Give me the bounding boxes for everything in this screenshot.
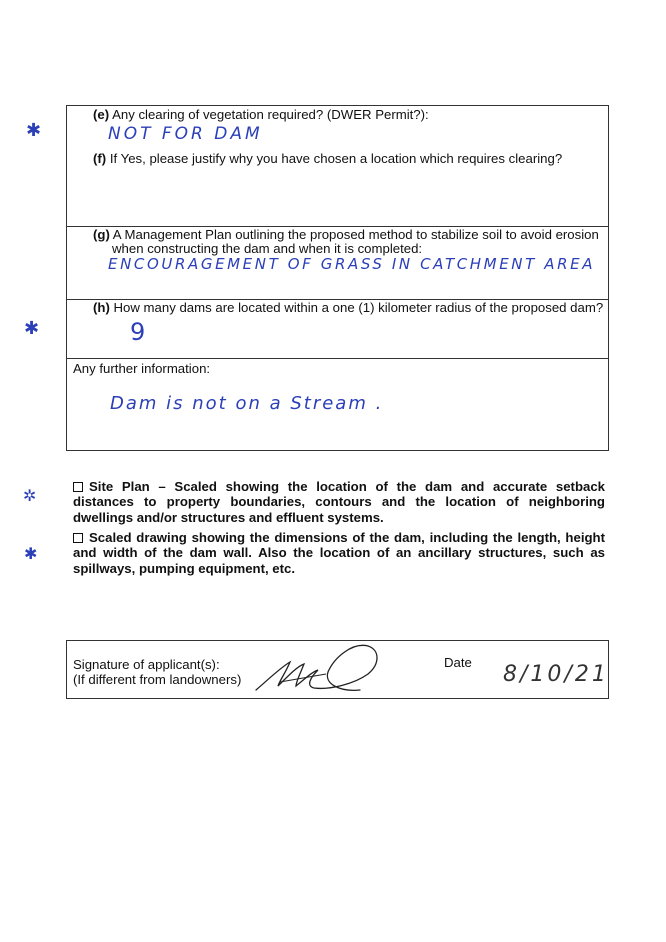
question-e: (e) Any clearing of vegetation required? (DWER Permit?): (93, 107, 429, 122)
scaled-drawing-text: Scaled drawing showing the dimensions of the dam, including the length, height and width of the dam wall. Also the location of an ancillary structures, such as spillways, pumping equipment, etc. (73, 530, 605, 576)
question-h: (h) How many dams are located within a one (1) kilometer radius of the proposed dam? (93, 300, 604, 315)
margin-asterisk-mark-h: ✱ (24, 318, 40, 339)
date-label: Date (444, 655, 472, 670)
question-g: (g) A Management Plan outlining the proposed method to stabilize soil to avoid erosion (93, 227, 599, 242)
site-plan-text: Site Plan – Scaled showing the location of the dam and accurate setback distances to property boundaries, contours and the location of neighboring dwellings and/or structures and effluent systems. (73, 479, 605, 525)
date-handwritten: 8/10/21 (503, 662, 609, 687)
margin-asterisk-mark-site-plan: ✲ (23, 486, 37, 505)
signature-label: Signature of applicant(s): (73, 657, 220, 672)
further-information-label: Any further information: (73, 361, 211, 376)
signature-label-note: (If different from landowners) (73, 672, 242, 687)
margin-asterisk-mark-e: ✱ (26, 120, 42, 141)
question-g-line2: when constructing the dam and when it is completed: (112, 241, 423, 256)
row-divider-further (66, 358, 608, 359)
question-f: (f) If Yes, please justify why you have chosen a location which requires clearing? (93, 151, 563, 166)
applicant-signature (250, 638, 390, 698)
margin-asterisk-mark-drawing: ✱ (24, 544, 38, 563)
answer-g-handwritten: ENCOURAGEMENT OF GRASS IN CATCHMENT AREA (108, 255, 596, 273)
answer-h-handwritten: 9 (130, 318, 147, 346)
answer-e-handwritten: NOT FOR DAM (108, 124, 263, 144)
further-information-handwritten: Dam is not on a Stream . (110, 393, 384, 414)
